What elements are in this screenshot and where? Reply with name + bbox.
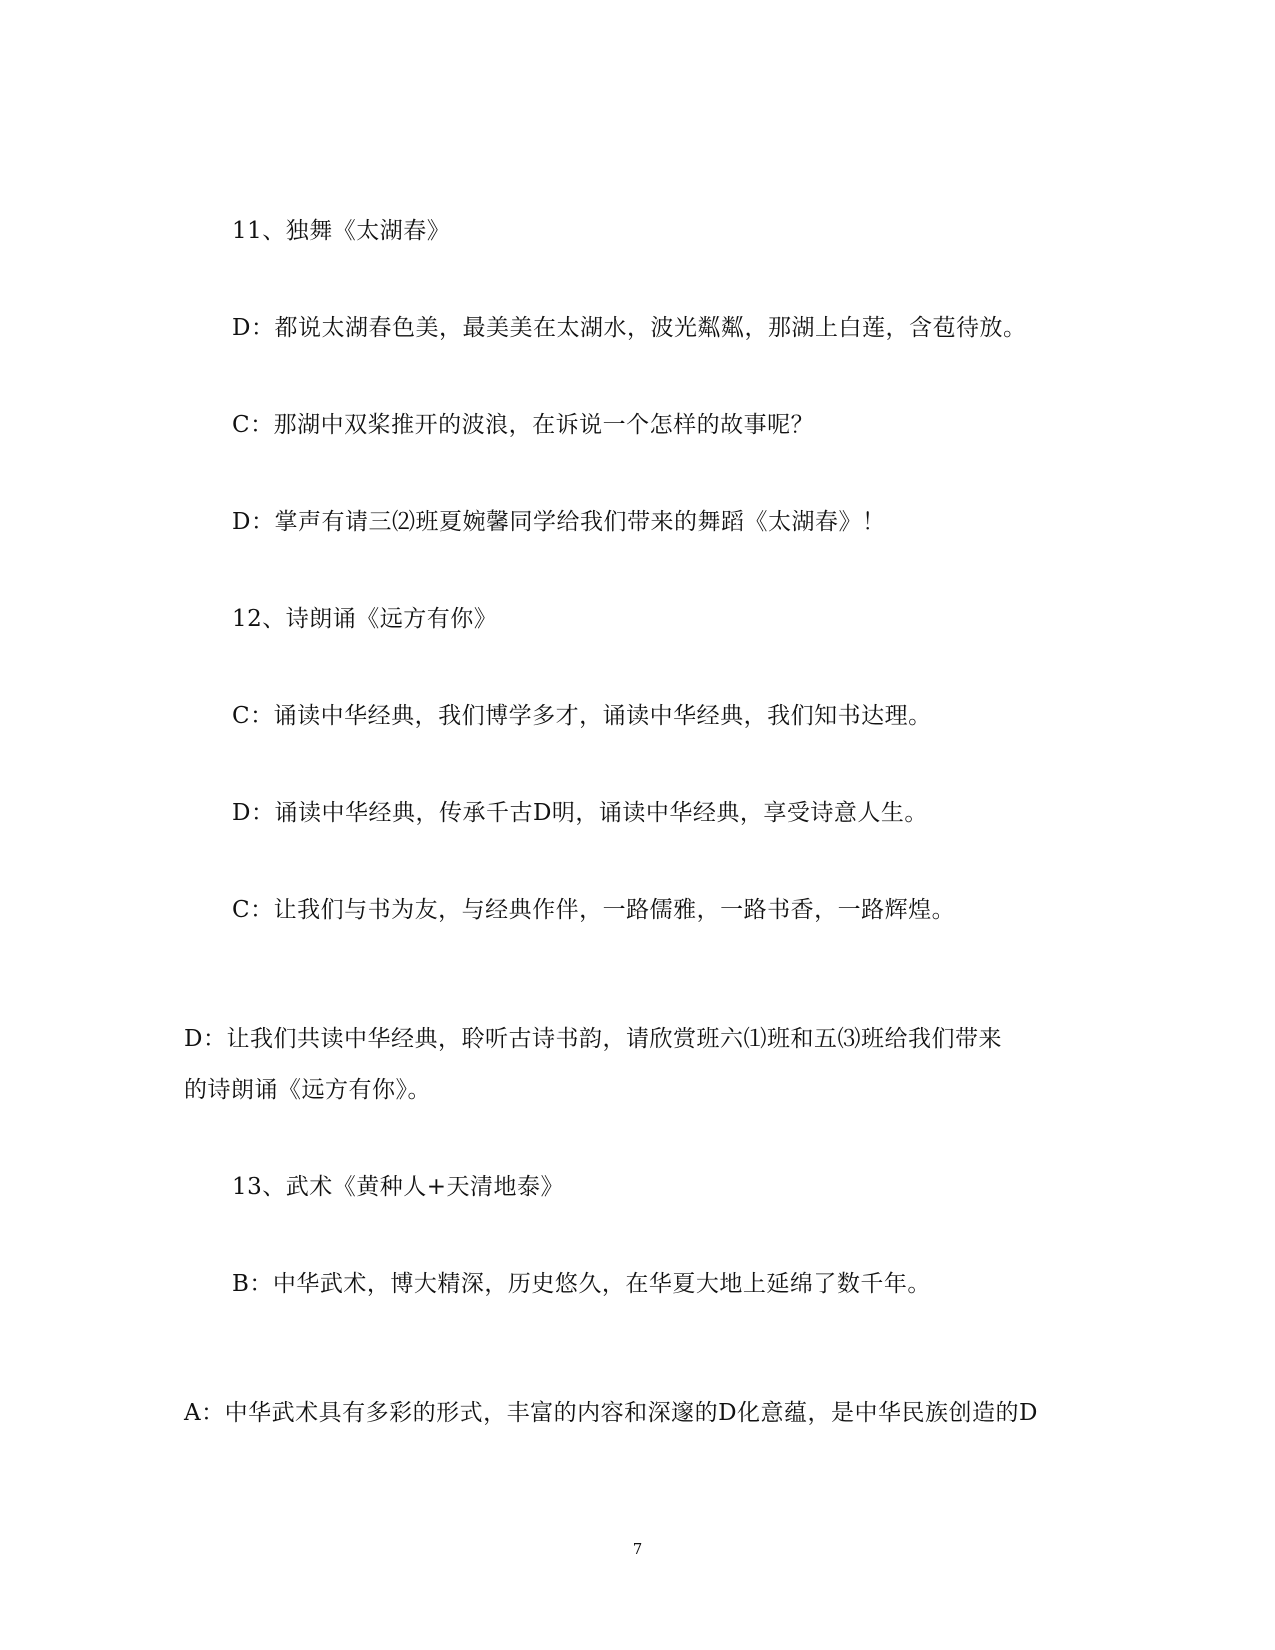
page-number: 7 [632, 1540, 643, 1558]
dialogue-line: D：让我们共读中华经典，聆听古诗书韵，请欣赏班六⑴班和五⑶班给我们带来 [184, 1026, 1002, 1052]
section-heading-13: 13、武术《黄种人+天清地泰》 [232, 1174, 565, 1200]
section-heading-12: 12、诗朗诵《远方有你》 [232, 606, 498, 632]
dialogue-line: A：中华武术具有多彩的形式，丰富的内容和深邃的D化意蕴，是中华民族创造的D [184, 1400, 1038, 1426]
dialogue-line: D：都说太湖春色美，最美美在太湖水，波光粼粼，那湖上白莲，含苞待放。 [232, 315, 1027, 341]
dialogue-line-continuation: 的诗朗诵《远方有你》。 [184, 1077, 431, 1103]
dialogue-line: C：那湖中双桨推开的波浪，在诉说一个怎样的故事呢？ [232, 412, 815, 438]
dialogue-line: B：中华武术，博大精深，历史悠久，在华夏大地上延绵了数千年。 [232, 1271, 931, 1297]
dialogue-line: C：诵读中华经典，我们博学多才，诵读中华经典，我们知书达理。 [232, 703, 932, 729]
dialogue-line: C：让我们与书为友，与经典作伴，一路儒雅，一路书香，一路辉煌。 [232, 897, 956, 923]
section-heading-11: 11、独舞《太湖春》 [232, 218, 451, 244]
dialogue-line: D：诵读中华经典，传承千古D明，诵读中华经典，享受诗意人生。 [232, 800, 928, 826]
dialogue-line: D：掌声有请三⑵班夏婉馨同学给我们带来的舞蹈《太湖春》！ [232, 509, 886, 535]
